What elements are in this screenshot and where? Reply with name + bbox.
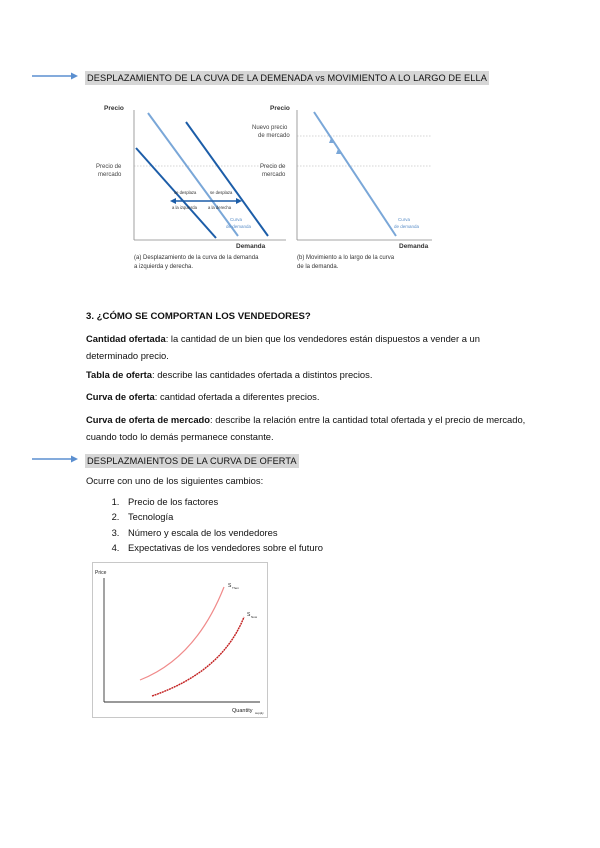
right-price-label-2: mercado (262, 172, 286, 178)
right-caption-1: (b) Movimiento a lo largo de la curva (297, 255, 395, 261)
left-price-label-1: Precio de (96, 164, 122, 170)
right-new-price-1: Nuevo precio (252, 125, 288, 131)
right-arrow-label-1: se desplaza (210, 190, 233, 195)
section-title-sellers: 3. ¿CÓMO SE COMPORTAN LOS VENDEDORES? (86, 311, 311, 322)
list-item: 1. Precio de los factores (122, 494, 323, 509)
right-price-label-1: Precio de (260, 164, 286, 170)
arrow-right-icon (32, 71, 78, 81)
arrow-right-icon (32, 454, 78, 464)
left-arrow-label-1: se desplaza (174, 190, 197, 195)
right-caption-2: de la demanda. (297, 264, 339, 270)
demand-figure (86, 98, 436, 278)
definition-text: : describe la relación entre la cantidad total ofertada y el precio de mercado, cuando todo lo demás permanece constante. (86, 414, 526, 442)
right-ylabel: Precio (270, 105, 290, 112)
curve-then-sub: Then (232, 586, 239, 590)
section-header-supply: DESPLAZMAIENTOS DE LA CURVA DE OFERTA (87, 456, 297, 466)
left-xlabel: Demanda (236, 243, 266, 250)
list-item: 2. Tecnología (122, 509, 323, 524)
definition-quantity-supplied (86, 331, 526, 364)
left-curve-label-2: de demanda (226, 224, 252, 229)
supply-ylabel: Price (95, 570, 107, 576)
left-caption-1: (a) Desplazamiento de la curva de la demanda (134, 255, 259, 261)
left-caption-2: a izquierda y derecha. (134, 264, 194, 270)
definition-term: Cantidad ofertada (86, 333, 166, 344)
definition-text: : cantidad ofertada a diferentes precios. (154, 391, 320, 402)
definition-term: Tabla de oferta (86, 369, 152, 380)
definition-term: Curva de oferta de mercado (86, 414, 210, 425)
right-curve-label-1: Curva (398, 217, 411, 222)
curve-now-sub: Now (251, 615, 258, 619)
right-arrow-label-2: a la derecha (208, 205, 232, 210)
definition-text: : describe las cantidades ofertada a distintos precios. (152, 369, 373, 380)
definition-market-supply-curve (86, 412, 526, 445)
supply-shift-list (86, 494, 323, 556)
curve-then-label: S (228, 583, 232, 589)
left-arrow-label-2: a la izquierda (172, 205, 197, 210)
definition-text: : la cantidad de un bien que los vendedores están dispuestos a vender a un determinado precio. (86, 333, 480, 361)
list-item: 4. Expectativas de los vendedores sobre el futuro (122, 540, 323, 555)
left-price-label-2: mercado (98, 172, 122, 178)
section-header-demand: DESPLAZAMIENTO DE LA CUVA DE LA DEMENADA vs MOVIMIENTO A LO LARGO DE ELLA (87, 73, 487, 83)
right-curve-label-2: de demanda (394, 224, 420, 229)
supply-xlabel-sub: supply (255, 711, 264, 715)
left-ylabel: Precio (104, 105, 124, 112)
definition-supply-schedule (86, 367, 526, 384)
supply-figure (92, 562, 268, 718)
definition-supply-curve (86, 389, 526, 406)
supply-shift-intro: Ocurre con uno de los siguientes cambios: (86, 475, 264, 486)
right-xlabel: Demanda (399, 243, 429, 250)
left-curve-label-1: Curva (230, 217, 243, 222)
supply-xlabel: Quantity (232, 708, 253, 714)
right-new-price-2: de mercado (258, 133, 290, 139)
definition-term: Curva de oferta (86, 391, 155, 402)
curve-now-label: S (247, 612, 251, 618)
list-item: 3. Número y escala de los vendedores (122, 525, 323, 540)
